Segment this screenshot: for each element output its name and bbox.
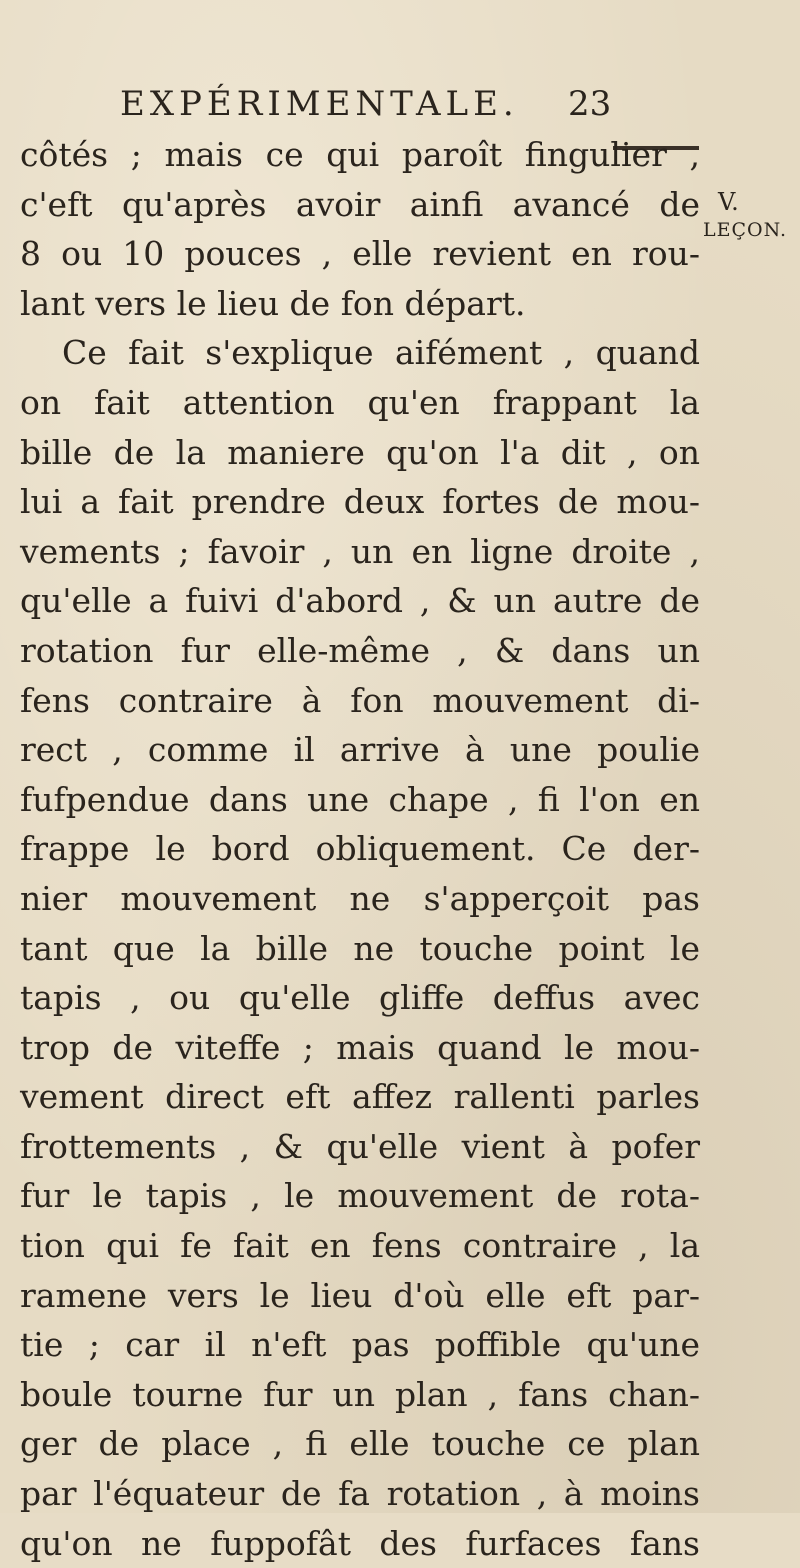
text-line: lant vers le lieu de fon départ.: [20, 283, 526, 323]
text-line: bille de la maniere qu'on l'a dit , on: [20, 432, 700, 472]
text-line: Ce fait s'explique aifément , quand: [62, 333, 700, 373]
text-line: frottements , & qu'elle vient à pofer: [20, 1126, 700, 1166]
lecon-label: LEÇON.: [703, 219, 788, 241]
body-text: [20, 130, 700, 1568]
text-line: tapis , ou qu'elle gliffe deffus avec: [20, 978, 700, 1018]
text-line: tie ; car il n'eft pas poffible qu'une: [20, 1325, 700, 1365]
text-line: rect , comme il arrive à une poulie: [20, 730, 700, 770]
text-line: qu'on ne fuppofât des furfaces fans: [20, 1523, 700, 1563]
text-line: rotation fur elle-même , & dans un: [20, 630, 700, 670]
text-line: fens contraire à fon mouvement di-: [20, 680, 700, 720]
text-line: lui a fait prendre deux fortes de mou-: [20, 482, 700, 522]
text-line: c'eft qu'après avoir ainfi avancé de: [20, 184, 700, 224]
text-line: on fait attention qu'en frappant la: [20, 382, 700, 422]
lecon-number: V.: [718, 188, 739, 216]
page-number: 23: [568, 84, 612, 124]
text-line: 8 ou 10 pouces , elle revient en rou-: [20, 234, 700, 274]
text-line: qu'elle a fuivi d'abord , & un autre de: [20, 581, 700, 621]
text-line: côtés ; mais ce qui paroît fingulier ,: [20, 135, 700, 174]
text-line: ramene vers le lieu d'où elle eft par-: [20, 1275, 700, 1315]
text-line: fufpendue dans une chape , fi l'on en: [20, 779, 700, 819]
page-header: [120, 84, 640, 134]
margin-note: [703, 188, 788, 244]
running-title: EXPÉRIMENTALE.: [120, 84, 519, 124]
text-line: tion qui fe fait en fens contraire , la: [20, 1226, 700, 1266]
text-line: trop de viteffe ; mais quand le mou-: [20, 1027, 700, 1067]
text-line: vements ; favoir , un en ligne droite ,: [20, 531, 700, 571]
text-line: vement direct eft affez rallenti parles: [20, 1077, 700, 1117]
text-line: ger de place , fi elle touche ce plan: [20, 1424, 700, 1464]
text-line: tant que la bille ne touche point le: [20, 928, 700, 968]
text-line: par l'équateur de fa rotation , à moins: [20, 1474, 700, 1514]
text-line: fur le tapis , le mouvement de rota-: [20, 1176, 700, 1216]
text-line: nier mouvement ne s'apperçoit pas: [20, 878, 700, 918]
text-line: boule tourne fur un plan , fans chan-: [20, 1374, 700, 1414]
text-line: frappe le bord obliquement. Ce der-: [20, 829, 700, 869]
